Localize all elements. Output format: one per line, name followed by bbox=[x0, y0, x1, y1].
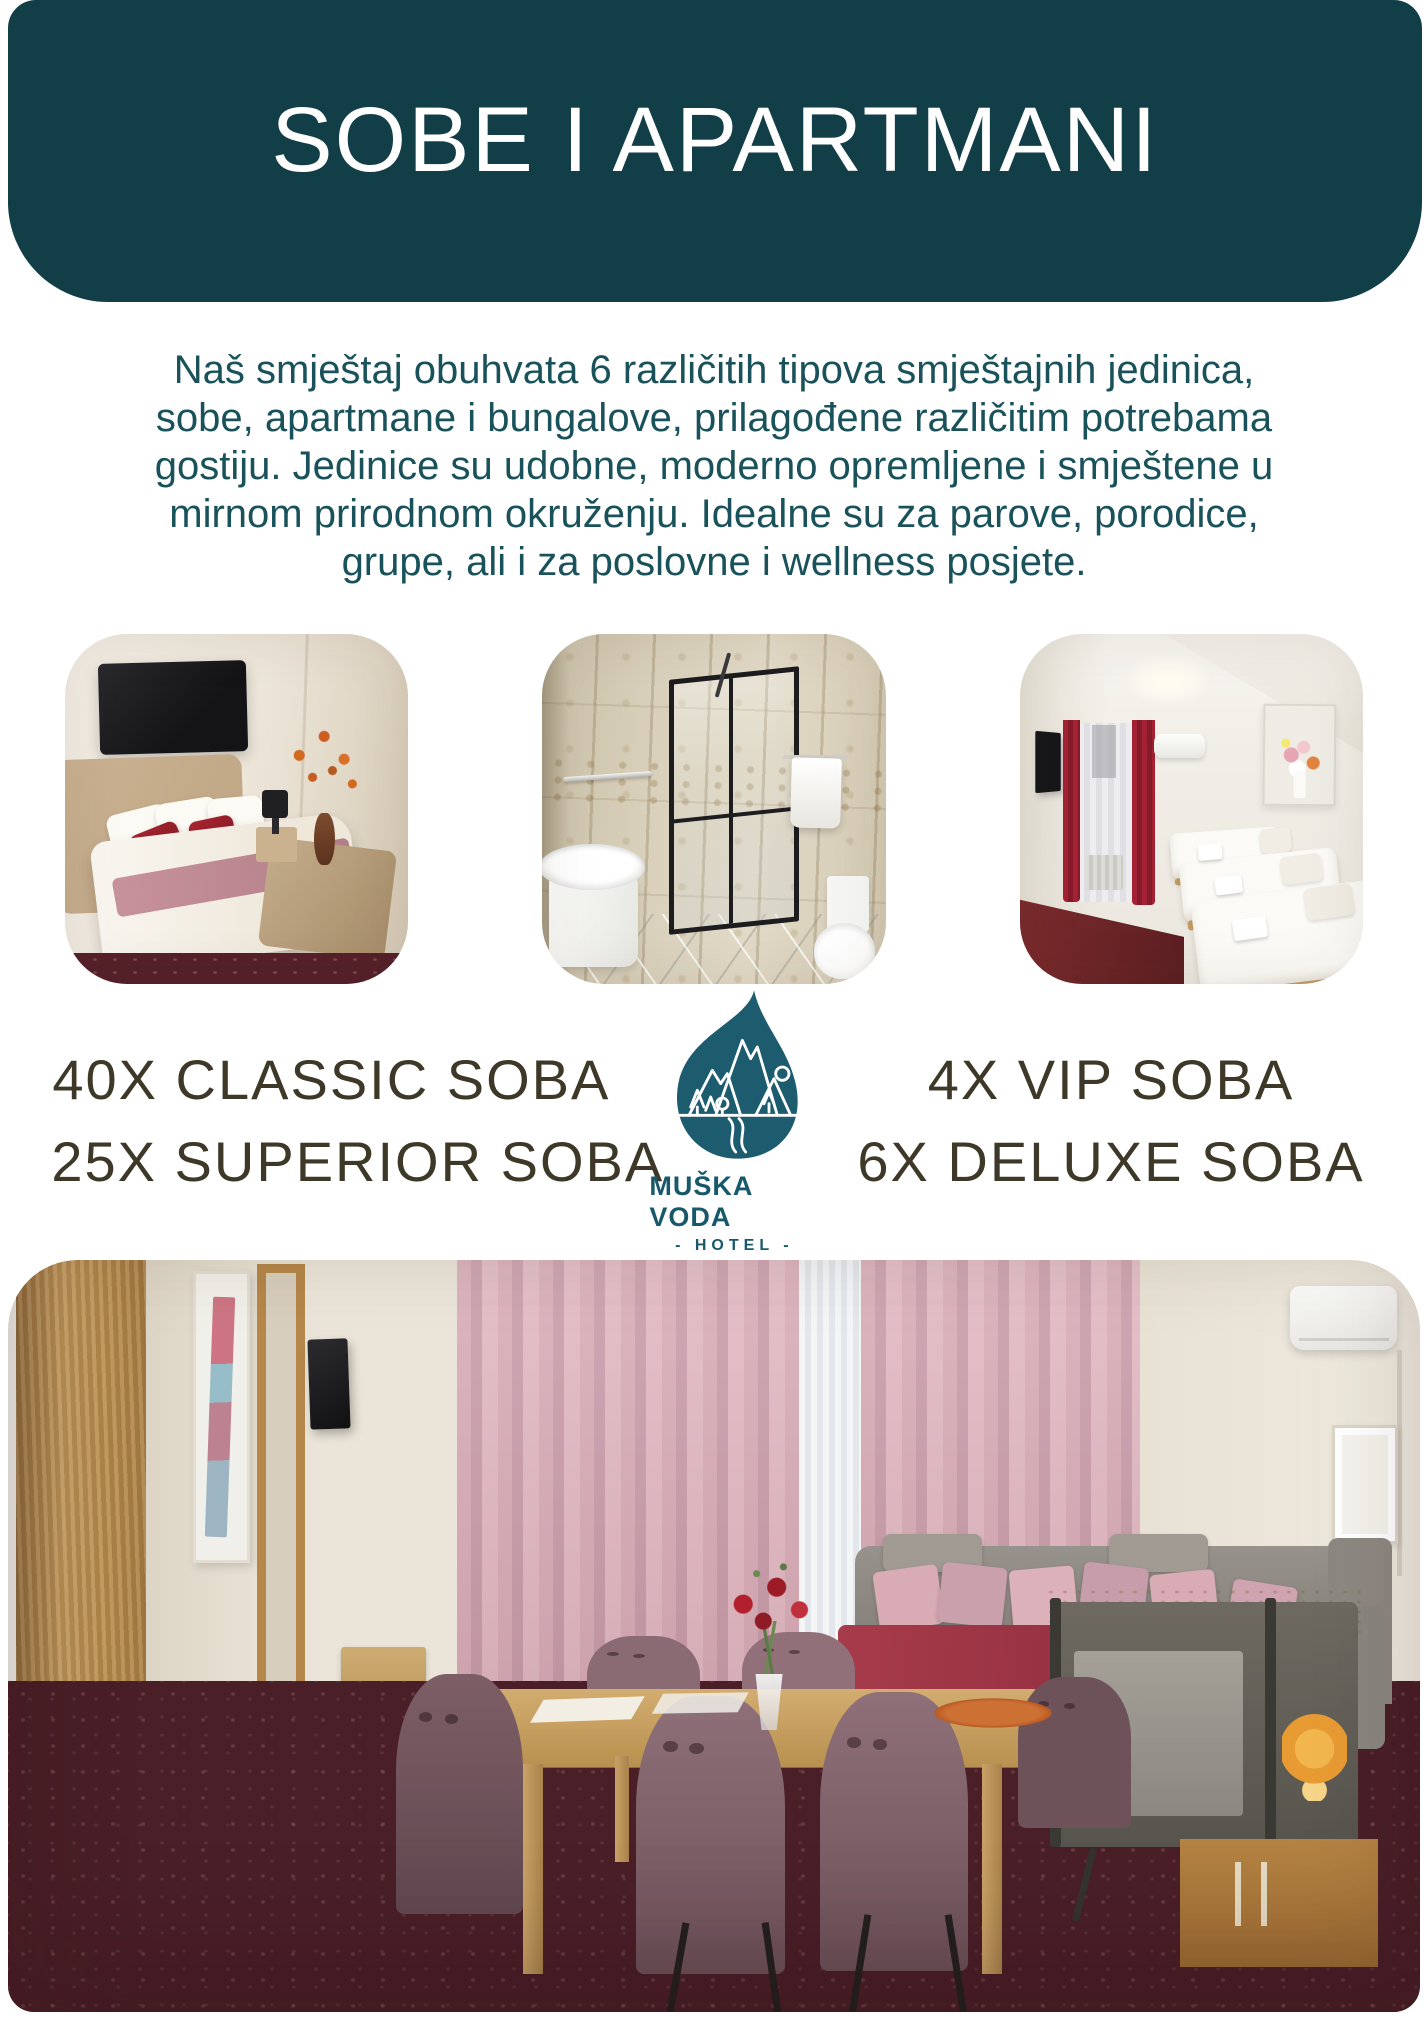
photo-apartment bbox=[8, 1260, 1420, 2012]
wall-artwork bbox=[193, 1271, 250, 1563]
ceiling-light bbox=[1116, 648, 1219, 711]
hotel-logo-subtitle: - HOTEL - bbox=[675, 1237, 794, 1254]
intro-line: Naš smještaj obuhvata 6 različitih tipova smještajnih jedinica, bbox=[173, 348, 1255, 392]
placemat bbox=[933, 1698, 1053, 1728]
pink-pillow bbox=[873, 1564, 946, 1633]
sink-basin bbox=[542, 844, 645, 890]
intro-paragraph bbox=[0, 346, 1428, 586]
room-stats-row bbox=[0, 1000, 1428, 1254]
ac-pipe bbox=[1397, 1350, 1402, 1576]
shower-glass bbox=[669, 666, 799, 935]
intro-line: mirnom prirodnom okruženju. Idealne su za parove, porodice, bbox=[169, 492, 1259, 536]
folded-towel bbox=[1214, 874, 1243, 895]
decor-vase bbox=[314, 813, 335, 866]
hotel-logo-name: MUŠKA VODA bbox=[649, 1171, 753, 1232]
pillow bbox=[1303, 883, 1355, 921]
dining-chair bbox=[396, 1674, 523, 1915]
intro-line: gostiju. Jedinice su udobne, moderno opremljene i smještene u bbox=[154, 444, 1274, 488]
tv bbox=[1035, 731, 1061, 793]
room-stat: 4X VIP SOBA bbox=[927, 1048, 1295, 1111]
intro-line: grupe, ali i za poslovne i wellness posjete. bbox=[341, 540, 1087, 584]
table-leg bbox=[982, 1764, 1002, 1975]
intro-line: sobe, apartmane i bungalove, prilagođene različitim potrebama bbox=[155, 396, 1273, 440]
table-papers bbox=[530, 1696, 644, 1722]
table-leg bbox=[615, 1756, 629, 1861]
page-title: SOBE I APARTMANI bbox=[271, 88, 1159, 191]
radiator bbox=[1085, 855, 1123, 890]
crib-lion-graphic bbox=[1282, 1711, 1347, 1801]
red-curtain-left bbox=[1063, 720, 1081, 902]
photo-bathroom bbox=[542, 634, 885, 984]
room-stats-right bbox=[857, 1039, 1428, 1203]
decor-flowers bbox=[281, 725, 363, 820]
table-leg bbox=[523, 1764, 543, 1975]
hotel-logo bbox=[649, 987, 819, 1255]
title-banner bbox=[8, 0, 1422, 302]
photo-triple-room bbox=[1020, 634, 1363, 984]
folded-towel bbox=[1198, 843, 1223, 861]
window bbox=[1092, 725, 1116, 778]
room-stat: 25X SUPERIOR SOBA bbox=[51, 1130, 665, 1193]
red-curtain-right bbox=[1132, 720, 1155, 906]
tv bbox=[307, 1338, 350, 1430]
flower-picture bbox=[1262, 704, 1336, 807]
pink-pillow bbox=[937, 1561, 1008, 1628]
table-papers bbox=[652, 1692, 749, 1713]
pillow bbox=[1279, 852, 1323, 885]
air-conditioner bbox=[1290, 1286, 1397, 1350]
toilet-bowl bbox=[814, 923, 876, 979]
room-stat: 6X DELUXE SOBA bbox=[857, 1130, 1365, 1193]
room-stat: 40X CLASSIC SOBA bbox=[52, 1048, 611, 1111]
photo-classic-room bbox=[65, 634, 408, 984]
electrical-panel bbox=[1332, 1425, 1397, 1544]
air-conditioner bbox=[1154, 734, 1205, 759]
water-drop-mountains-icon bbox=[649, 987, 819, 1167]
lamp-base bbox=[272, 818, 279, 834]
towel bbox=[790, 758, 842, 829]
red-carpet bbox=[65, 953, 408, 985]
wood-cabinet bbox=[1180, 1839, 1378, 1967]
crib-post bbox=[1265, 1598, 1276, 1846]
room-photo-row bbox=[25, 618, 1403, 1000]
tv bbox=[98, 660, 248, 755]
red-flower-bouquet bbox=[703, 1542, 837, 1655]
folded-towel bbox=[1231, 915, 1268, 941]
pillow bbox=[1259, 827, 1292, 855]
room-stats-left bbox=[0, 1039, 665, 1203]
